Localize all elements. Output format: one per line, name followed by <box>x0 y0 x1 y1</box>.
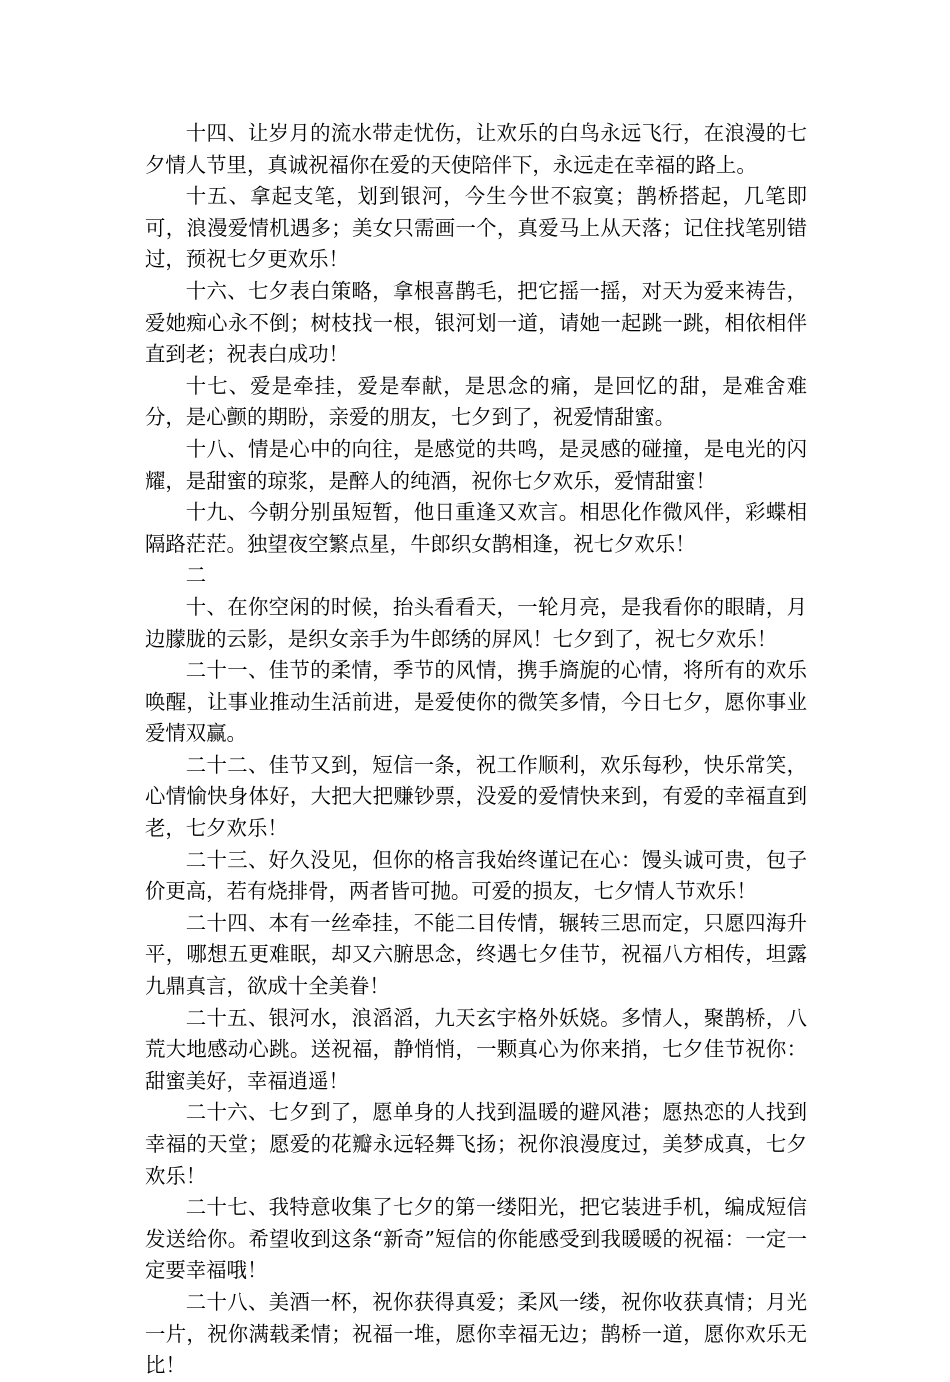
paragraph-14: 十四、让岁月的流水带走忧伤，让欢乐的白鸟永远飞行，在浪漫的七夕情人节里，真诚祝福你在爱的天使陪伴下，永远走在幸福的路上。 <box>145 121 807 177</box>
paragraph-25: 二十五、银河水，浪滔滔，九天玄宇格外妖娆。多情人，聚鹊桥，八荒大地感动心跳。送祝福，静悄悄，一颗真心为你来捎，七夕佳节祝你：甜蜜美好，幸福逍遥！ <box>145 1005 807 1093</box>
paragraph-17: 十七、爱是牵挂，爱是奉献，是思念的痛，是回忆的甜，是难舍难分，是心颤的期盼，亲爱的朋友，七夕到了，祝爱情甜蜜。 <box>145 373 807 430</box>
paragraph-23: 二十三、好久没见，但你的格言我始终谨记在心：馒头诚可贵，包子价更高，若有烧排骨，两者皆可抛。可爱的损友，七夕情人节欢乐！ <box>145 847 807 904</box>
paragraph-19: 十九、今朝分别虽短暂，他日重逢又欢言。相思化作微风伴，彩蝶相隔路茫茫。独望夜空繁点星，牛郎织女鹊相逢，祝七夕欢乐！ <box>145 500 807 556</box>
paragraph-20-prefix: 二 <box>185 563 207 588</box>
paragraph-16: 十六、七夕表白策略，拿根喜鹊毛，把它摇一摇，对天为爱来祷告，爱她痴心永不倒；树枝找一根，银河划一道，请她一起跳一跳，相依相伴直到老；祝表白成功！ <box>145 278 807 367</box>
paragraph-27: 二十七、我特意收集了七夕的第一缕阳光，把它装进手机，编成短信发送给你。希望收到这条“新奇”短信的你能感受到我暖暖的祝福：一定一定要幸福哦！ <box>145 1195 807 1283</box>
paragraph-22: 二十二、佳节又到，短信一条，祝工作顺利，欢乐每秒，快乐常笑，心情愉快身体好，大把大把赚钞票，没爱的爱情快来到，有爱的幸福直到老，七夕欢乐！ <box>145 752 807 841</box>
paragraph-20: 十、在你空闲的时候，抬头看看天，一轮月亮，是我看你的眼睛，月边朦胧的云影，是织女亲手为牛郎绣的屏风！七夕到了，祝七夕欢乐！ <box>145 594 807 651</box>
paragraph-18: 十八、情是心中的向往，是感觉的共鸣，是灵感的碰撞，是电光的闪耀，是甜蜜的琼浆，是醉人的纯酒，祝你七夕欢乐，爱情甜蜜！ <box>145 436 807 493</box>
paragraph-21: 二十一、佳节的柔情，季节的风情，携手旖旎的心情，将所有的欢乐唤醒，让事业推动生活前进，是爱使你的微笑多情，今日七夕，愿你事业爱情双赢。 <box>145 658 807 746</box>
paragraph-26: 二十六、七夕到了，愿单身的人找到温暖的避风港；愿热恋的人找到幸福的天堂；愿爱的花瓣永远轻舞飞扬；祝你浪漫度过，美梦成真，七夕欢乐！ <box>145 1100 807 1188</box>
document-body <box>145 118 807 1382</box>
paragraph-28: 二十八、美酒一杯，祝你获得真爱；柔风一缕，祝你收获真情；月光一片，祝你满载柔情；祝福一堆，愿你幸福无边；鹊桥一道，愿你欢乐无比！ <box>145 1289 807 1378</box>
paragraph-15: 十五、拿起支笔，划到银河，今生今世不寂寞；鹊桥搭起，几笔即可，浪漫爱情机遇多；美女只需画一个，真爱马上从天落；记住找笔别错过，预祝七夕更欢乐！ <box>145 184 807 272</box>
paragraph-24: 二十四、本有一丝牵挂，不能二目传情，辗转三思而定，只愿四海升平，哪想五更难眠，却又六腑思念，终遇七夕佳节，祝福八方相传，坦露九鼎真言，欲成十全美眷！ <box>145 910 807 999</box>
